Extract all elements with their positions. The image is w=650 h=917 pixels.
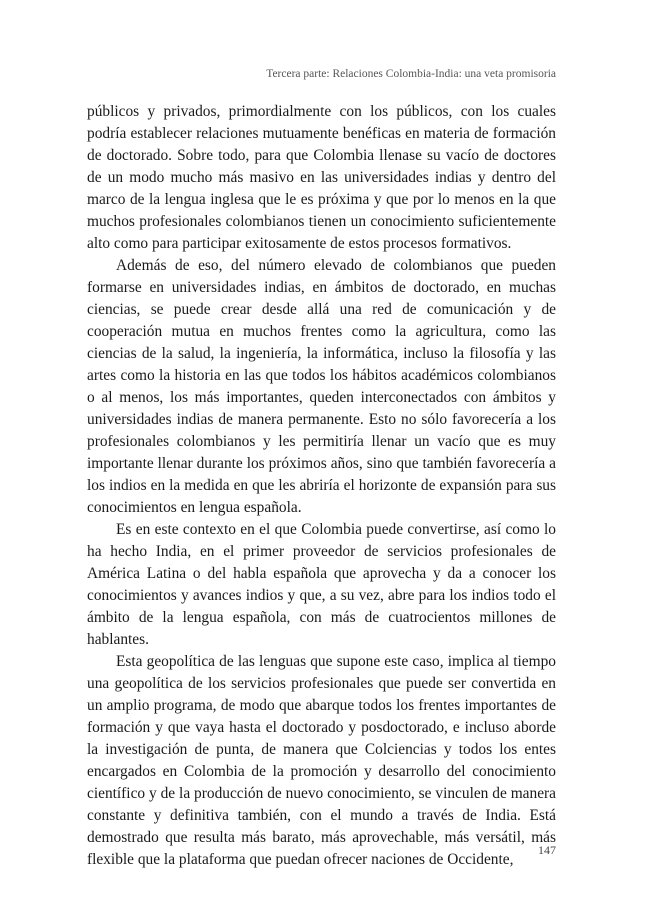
body-text bbox=[87, 101, 556, 871]
paragraph: Esta geopolítica de las lenguas que supone este caso, implica al tiempo una geopolítica de los servicios profesionales que puede ser convertida en un amplio programa, de modo que abarque todos los frentes importantes de formación y que vaya hasta el doctorado y posdoctorado, e incluso aborde la investigación de punta, de manera que Colciencias y todos los entes encargados en Colombia de la promoción y desarrollo del conocimiento científico y de la producción de nuevo conocimiento, se vinculen de manera constante y definitiva también, con el mundo a través de India. Está demostrado que resulta más barato, más aprovechable, más versátil, más flexible que la plataforma que puedan ofrecer naciones de Occidente, bbox=[87, 653, 556, 868]
paragraph: Además de eso, del número elevado de colombianos que pueden formarse en universidades indias, en ámbitos de doctorado, en muchas ciencias, se puede crear desde allá una red de comunicación y de cooperación mutua en muchos frentes como la agricultura, como las ciencias de la salud, la ingeniería, la informática, incluso la filosofía y las artes como la historia en las que todos los hábitos académicos colombianos o al menos, los más importantes, queden interconectados con ámbitos y universidades indias de manera permanente. Esto no sólo favorecería a los profesionales colombianos y les permitiría llenar un vacío que es muy importante llenar durante los próximos años, sino que también favorecería a los indios en la medida en que les abriría el horizonte de expansión para sus conocimientos en lengua española. bbox=[87, 257, 556, 516]
page-number: 147 bbox=[538, 843, 556, 857]
paragraph: Es en este contexto en el que Colombia puede convertirse, así como lo ha hecho India, en el primer proveedor de servicios profesionales de América Latina o del habla española que aprovecha y da a conocer los conocimientos y avances indios y que, a su vez, abre para los indios todo el ámbito de la lengua española, con más de cuatrocientos millones de hablantes. bbox=[87, 521, 556, 648]
paragraph: públicos y privados, primordialmente con los públicos, con los cuales podría establecer relaciones mutuamente benéficas en materia de formación de doctorado. Sobre todo, para que Colombia llenase su vacío de doctores de un modo mucho más masivo en las universidades indias y dentro del marco de la lengua inglesa que le es próxima y que por lo menos en la que muchos profesionales colombianos tienen un conocimiento suficientemente alto como para participar exitosamente de estos procesos formativos. bbox=[87, 103, 556, 252]
running-head: Tercera parte: Relaciones Colombia-India: una veta promisoria bbox=[266, 68, 556, 80]
